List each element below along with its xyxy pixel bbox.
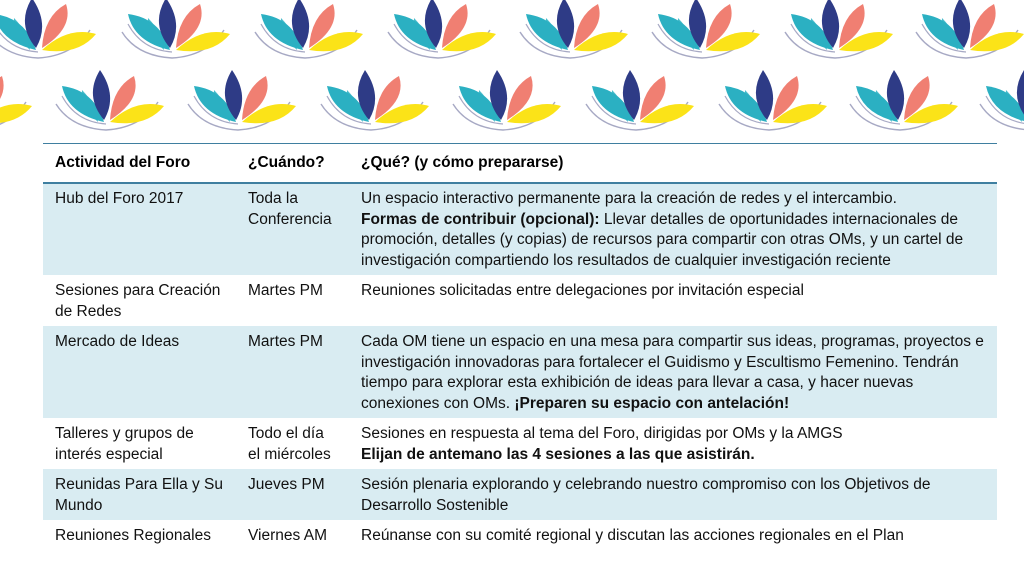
lotus-row-top (0, 0, 1024, 58)
what-text: Sesiones en respuesta al tema del Foro, dirigidas por OMs y la AMGS (361, 425, 843, 442)
cell-activity: Sesiones para Creación de Redes (43, 275, 236, 326)
cell-activity: Reunidas Para Ella y Su Mundo (43, 469, 236, 520)
lotus-pattern-decoration (0, 0, 1024, 140)
cell-when: Jueves PM (236, 469, 349, 520)
lotus-row-bottom (0, 70, 1024, 130)
cell-activity: Mercado de Ideas (43, 326, 236, 418)
cell-when: Martes PM (236, 275, 349, 326)
cell-what (349, 183, 997, 275)
cell-when: Martes PM (236, 326, 349, 418)
header-what: ¿Qué? (y cómo prepararse) (349, 144, 997, 184)
header-when: ¿Cuándo? (236, 144, 349, 184)
cell-what (349, 418, 997, 469)
cell-activity: Reuniones Regionales (43, 520, 236, 551)
table-row (43, 469, 997, 520)
schedule-table-container (43, 143, 997, 551)
table-row (43, 183, 997, 275)
table-header-row (43, 144, 997, 184)
table-row (43, 275, 997, 326)
what-text: Cada OM tiene un espacio en una mesa para compartir sus ideas, programas, proyectos e investigación innovadoras para fortalecer el Guidismo y Escultismo Femenino. Tendrán tiempo para explorar esta exhibición de ideas para llevar a casa, y hacer nuevas conexiones con OMs. (361, 333, 984, 412)
table-row (43, 326, 997, 418)
cell-when: Toda la Conferencia (236, 183, 349, 275)
cell-activity: Hub del Foro 2017 (43, 183, 236, 275)
header-activity: Actividad del Foro (43, 144, 236, 184)
what-bold: Elijan de antemano las 4 sesiones a las que asistirán. (361, 445, 755, 463)
forum-activities-table (43, 143, 997, 551)
table-row (43, 520, 997, 551)
cell-what: Sesión plenaria explorando y celebrando nuestro compromiso con los Objetivos de Desarrollo Sostenible (349, 469, 997, 520)
what-intro: Un espacio interactivo permanente para la creación de redes y el intercambio. (361, 190, 897, 207)
table-row (43, 418, 997, 469)
what-bold: ¡Preparen su espacio con antelación! (514, 394, 790, 412)
cell-what: Reúnanse con su comité regional y discutan las acciones regionales en el Plan (349, 520, 997, 551)
cell-when: Viernes AM (236, 520, 349, 551)
what-rest: Llevar detalles de oportunidades internacionales de promoción, detalles (y copias) de recursos para compartir con otras OMs, y un cartel de investigación compartiendo los resultados de cualquier investigación reciente (361, 210, 964, 269)
cell-when: Todo el día el miércoles (236, 418, 349, 469)
cell-what: Reuniones solicitadas entre delegaciones por invitación especial (349, 275, 997, 326)
cell-what (349, 326, 997, 418)
what-bold: Formas de contribuir (opcional): (361, 210, 600, 228)
cell-activity: Talleres y grupos de interés especial (43, 418, 236, 469)
